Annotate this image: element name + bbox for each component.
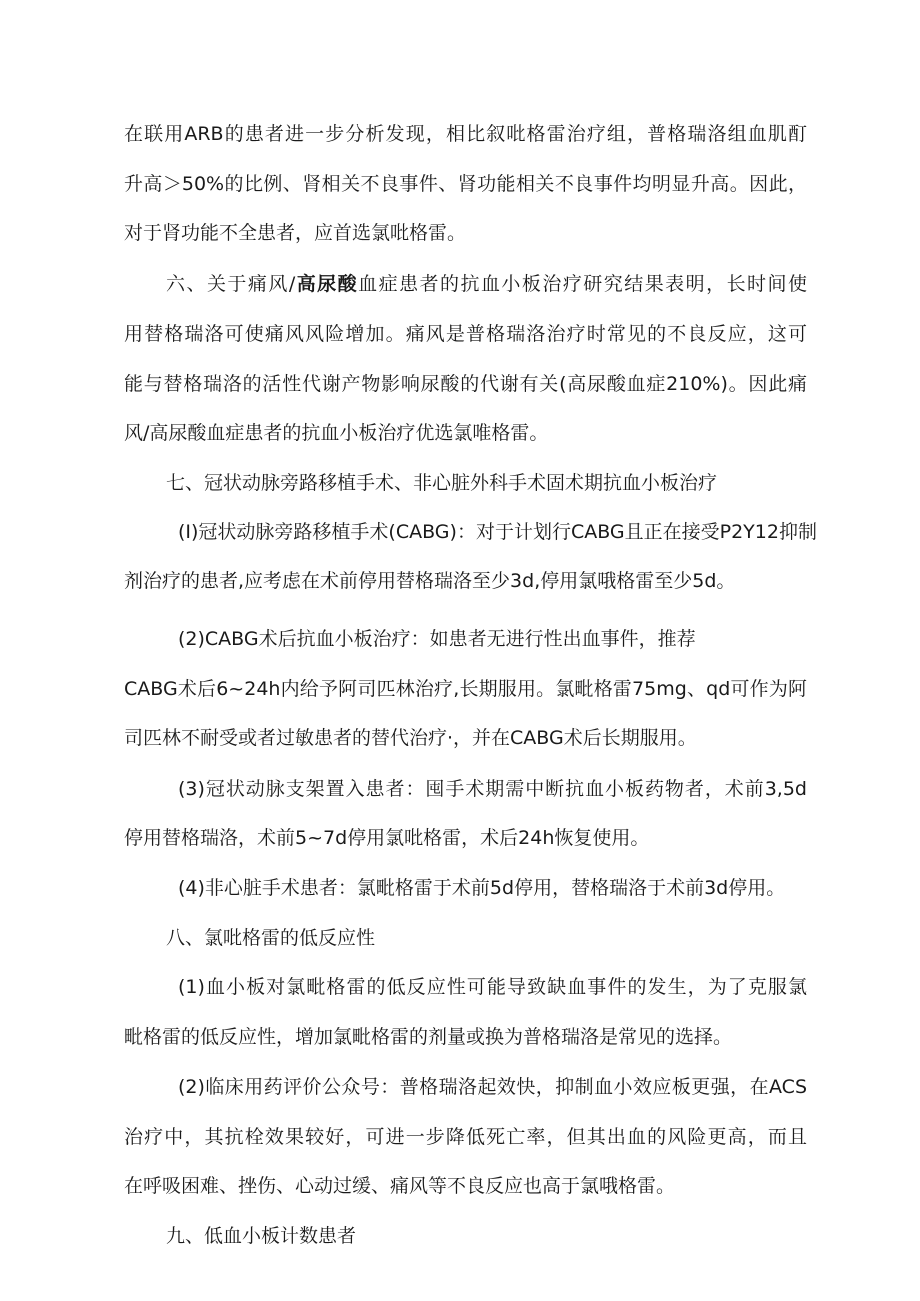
section-heading-cabg: 七、冠状动脉旁路移植手术、非心脏外科手术固术期抗血小板治疗 — [166, 472, 718, 494]
paragraph-line: (2)CABG术后抗血小板治疗：如患者无进行性出血事件，推荐 — [178, 628, 696, 650]
section-heading-low-response: 八、氯吡格雷的低反应性 — [166, 927, 376, 949]
paragraph-line: (3)冠状动脉支架置入患者：囤手术期需中断抗血小板药物者，术前3,5d — [178, 778, 807, 800]
paragraph-line: CABG术后6~24h内给予阿司匹林治疗,长期服用。氯毗格雷75mg、qd可作为阿 — [124, 678, 807, 700]
paragraph-line: 能与替格瑞洛的活性代谢产物影响尿酸的代谢有关(高尿酸血症210%)。因此痛 — [124, 373, 807, 395]
paragraph-line: 风/高尿酸血症患者的抗血小板治疗优选氯唯格雷。 — [124, 422, 549, 444]
heading-rest: 血症患者的抗血小板治疗研究结果表明，长时间使 — [358, 273, 807, 295]
paragraph-line: (I)冠状动脉旁路移植手术(CABG)：对于计划行CABG且正在接受P2Y12抑制 — [178, 521, 817, 543]
paragraph-line: 治疗中，其抗栓效果较好，可进一步降低死亡率，但其出血的风险更高，而且 — [124, 1126, 807, 1148]
paragraph-line: 剂治疗的患者,应考虑在术前停用替格瑞洛至少3d,停用氯哦格雷至少5d。 — [124, 570, 736, 592]
paragraph-line: 毗格雷的低反应性，增加氯毗格雷的剂量或换为普格瑞洛是常见的选择。 — [124, 1026, 733, 1048]
paragraph-line: (2)临床用药评价公众号：普格瑞洛起效快，抑制血小效应板更强，在ACS — [178, 1076, 807, 1098]
paragraph-line: 升高＞50%的比例、肾相关不良事件、肾功能相关不良事件均明显升高。因此， — [124, 173, 807, 195]
paragraph-line: 司匹林不耐受或者过敏患者的替代治疗·，并在CABG术后长期服用。 — [124, 727, 697, 749]
paragraph-line: 在呼吸困难、挫伤、心动过缓、痛风等不良反应也高于氯哦格雷。 — [124, 1175, 676, 1197]
section-heading-gout — [166, 270, 807, 298]
section-heading-low-platelet: 九、低血小板计数患者 — [166, 1225, 357, 1247]
heading-prefix: 六、关于痛风/ — [166, 273, 296, 295]
paragraph-line: 对于肾功能不全患者，应首选氯吡格雷。 — [124, 222, 467, 244]
paragraph-line: (1)血小板对氯毗格雷的低反应性可能导致缺血事件的发生，为了克服氯 — [178, 976, 807, 998]
paragraph-line: (4)非心脏手术患者：氯毗格雷于术前5d停用，替格瑞洛于术前3d停用。 — [178, 877, 786, 899]
emphasis-hyperuricemia: 高尿酸 — [295, 273, 359, 295]
paragraph-line: 停用替格瑞洛，术前5~7d停用氯吡格雷，术后24h恢复使用。 — [124, 827, 650, 849]
paragraph-line: 用替格瑞洛可使痛风风险增加。痛风是普格瑞洛治疗时常见的不良反应，这可 — [124, 323, 807, 345]
paragraph-line: 在联用ARB的患者进一步分析发现，相比叙吡格雷治疗组，普格瑞洛组血肌酊 — [124, 123, 807, 145]
